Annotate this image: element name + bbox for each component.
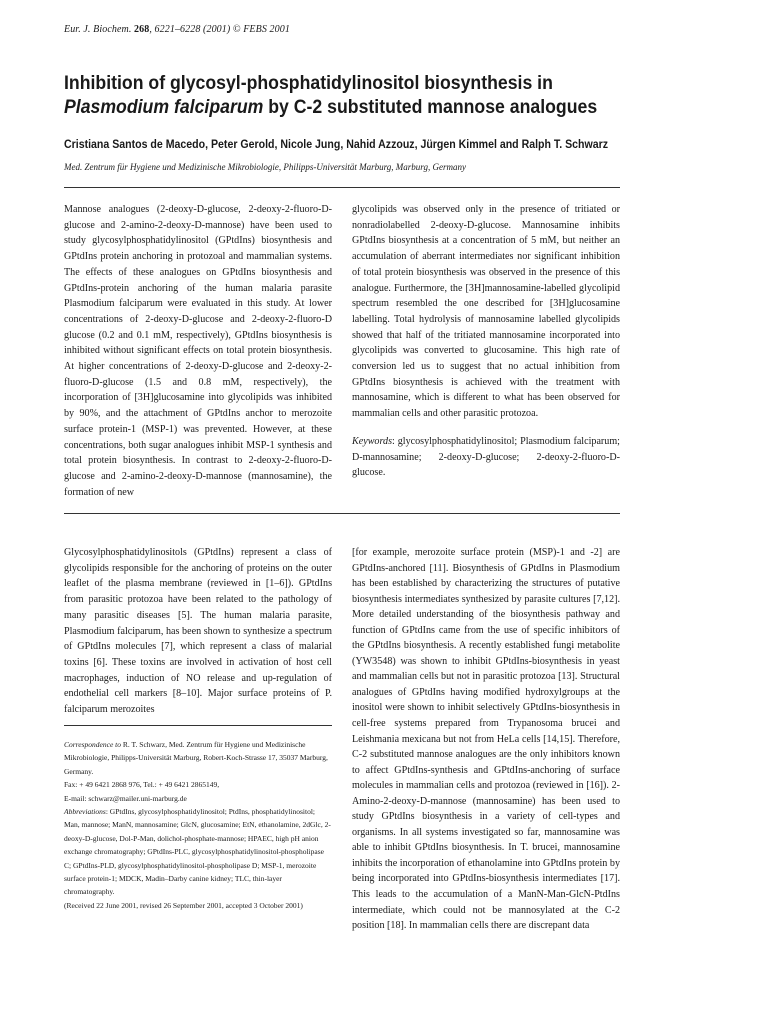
body-left-column [64,545,332,718]
keywords [352,434,620,481]
abstract-bottom-rule [64,513,620,514]
keywords-label: Keywords [352,435,393,447]
body-right-column [352,545,620,934]
abstract-left-text: Mannose analogues (2-deoxy-D-glucose, 2-deoxy-2-fluoro-D-glucose and 2-amino-2-deoxy-D-mannose) have been used to study glycosylphosphatidylinositol (GPtdIns) biosynthesis and GPtdIns protein anchoring in protozoal and mammalian systems. The effects of these analogues on GPtdIns biosynthesis and GPtdIns-protein anchoring of the human malaria parasite Plasmodium falciparum were evaluated in this study. At lower concentrations of 2-deoxy-D-glucose and 2-deoxy-2-fluoro-D glucose (0.2 and 0.1 mM, respectively), GPtdIns biosynthesis is inhibited without significant effects on total protein biosynthesis. At higher concentrations of 2-deoxy-D-glucose and 2-deoxy-2-fluoro-D-glucose (1.5 and 0.8 mM, respectively), the incorporation of [3H]glucosamine into glycolipids was inhibited by 90%, and the attachment of GPtdIns anchor to merozoite surface protein-1 (MSP-1) was prevented. However, at these concentrations, both sugar analogues inhibit MSP-1 synthesis and total protein biosynthesis. In contrast to 2-deoxy-2-fluoro-D-glucose and 2-amino-2-deoxy-D-mannose (mannosamine), the formation of new [64,204,332,498]
correspondence-label: Correspondence to [64,740,122,749]
title-italic: Plasmodium falciparum [64,97,264,118]
abbreviations [64,805,332,899]
correspondence [64,738,332,778]
abstract-right-text: glycolipids was observed only in the presence of tritiated or nonradiolabelled 2-deoxy-D-glucose. Mannosamine inhibits GPtdIns biosynthesis at a concentration of 5 mM, but neither an accumulation of aberrant intermediates nor significant inhibition of total protein biosynthesis was observed in the presence of this analogue. Furthermore, the [3H]mannosamine-labelled glycolipid spectrum resembled the one described for [3H]glucosamine labelling. Total hydrolysis of mannosamine labelled glycolipids showed that half of the tritiated mannosamine incorporated into glycolipids was converted to glucosamine. This high rate of conversion led us to suggest that no actual inhibition from GPtdIns biosynthesis is achieved with the treatment with mannosamine, which is different to what has been observed for mammalian cells and other parasitic protozoa. [352,204,620,420]
abbreviations-label: Abbreviations [64,807,106,817]
journal-name: Eur. J. Biochem. [64,24,132,35]
footnote-rule [64,725,332,726]
journal-pages: , 6221–6228 (2001) © FEBS 2001 [149,24,290,35]
contact-numbers: Fax: + 49 6421 2868 976, Tel.: + 49 6421 2865149, [64,780,220,790]
keywords-text: : glycosylphosphatidylinositol; Plasmodium falciparum; D-mannosamine; 2-deoxy-D-glucose; 2-deoxy-2-fluoro-D-glucose. [352,435,620,479]
affiliation: Med. Zentrum für Hygiene und Medizinische Mikrobiologie, Philipps-Universität Marburg, Marburg, Germany [64,162,466,172]
title-main: Inhibition of glycosyl-phosphatidylinositol biosynthesis in [64,73,553,94]
journal-citation [64,24,290,35]
abstract-right-column [352,202,620,481]
correspondence-text: R. T. Schwarz, Med. Zentrum für Hygiene und Medizinische Mikrobiologie, Philipps-Universität Marburg, Robert-Koch-Strasse 17, 35037 Marburg, Germany. [64,740,328,776]
email-address: E-mail: schwarz@mailer.uni-marburg.de [64,793,187,803]
article-title [64,72,659,120]
abstract-left-column [64,202,332,500]
journal-volume: 268 [134,24,150,35]
received-dates: (Received 22 June 2001, revised 26 September 2001, accepted 3 October 2001) [64,900,303,910]
abstract-top-rule [64,187,620,188]
body-left-text: Glycosylphosphatidylinositols (GPtdIns) represent a class of glycolipids responsible for the anchoring of proteins on the outer leaflet of the plasma membrane (reviewed in [1–6]). GPtdIns from parasitic protozoa have been related to the pathology of many parasitic diseases [5]. The human malaria parasite, Plasmodium falciparum, has been shown to synthesize a spectrum of GPtdIns molecules [7], which represent a class of malarial toxins [6]. These toxins are involved in activation of host cell macrophages, induction of NO release and up-regulation of endothelial cell markers [8–10]. Major surface proteins of P. falciparum merozoites [64,547,332,716]
footnote [64,738,332,912]
author-list: Cristiana Santos de Macedo, Peter Gerold, Nicole Jung, Nahid Azzouz, Jürgen Kimmel and Ralph T. Schwarz [64,139,609,151]
abbreviations-text: : GPtdIns, glycosylphosphatidylinositol; PtdIns, phosphatidylinositol; Man, mannose; ManN, mannosamine; GlcN, glucosamine; EtN, ethanolamine, 2dGlc, 2-deoxy-D-glucose, Dol-P-Man, dolichol-phosphate-mannose; HPAEC, high pH anion exchange chromatography; GPtdIns-PLC, glycosylphosphatidylinositol-phospholipase C; GPtdIns-PLD, glycosylphosphatidylinositol-phospholipase D; MSP-1, merozoite surface protein-1; MDCK, Madin–Darby canine kidney; TLC, thin-layer chromatography. [64,807,331,897]
body-right-text: [for example, merozoite surface protein (MSP)-1 and -2] are GPtdIns-anchored [11]. Biosynthesis of GPtdIns in Plasmodium has been established by characterizing the structures of putative biosynthesis intermediates synthesized by parasite cultures [7,12]. More detailed understanding of the biosynthesis pathway and function of GPtdIns came from the use of specific inhibitors of the GPtdIns biosynthesis. A recently established fungi metabolite (YW3548) was shown to inhibit GPtdIns-biosynthesis in yeast and mammalian cells but not in parasitic protozoa [13]. Structural analogues of GPtdIns having modified hydroxylgroups at the inositol were shown to inhibit selectively GPtdIns-biosynthesis in cell-free systems prepared from Trypanosoma brucei and Leishmania mexicana but not from HeLa cells [14,15]. Therefore, C-2 substituted mannose analogues are the only inhibitors known to affect GPtdIns-synthesis and GPtdIns-anchoring of surface molecules in mammalian cells and protozoa (reviewed in [16]). 2-Amino-2-deoxy-D-mannose (mannosamine) has been used to study GPtdIns biosynthesis in a variety of cell-types and organisms. In all systems investigated so far, mannosamine was able to inhibit GPtdIns biosynthesis. In T. brucei, mannosamine inhibits the incorporation of ethanolamine into GPtdIns protein by being incorporated into GPtdIns-biosynthesis intermediates [17]. This leads to the accumulation of a ManN-Man-GlcN-PtdIns intermediate, which could not be mannosylated at the C-2 position [18]. In mammalian cells there are discrepant data [352,547,620,932]
title-end: by C-2 substituted mannose analogues [263,97,598,118]
